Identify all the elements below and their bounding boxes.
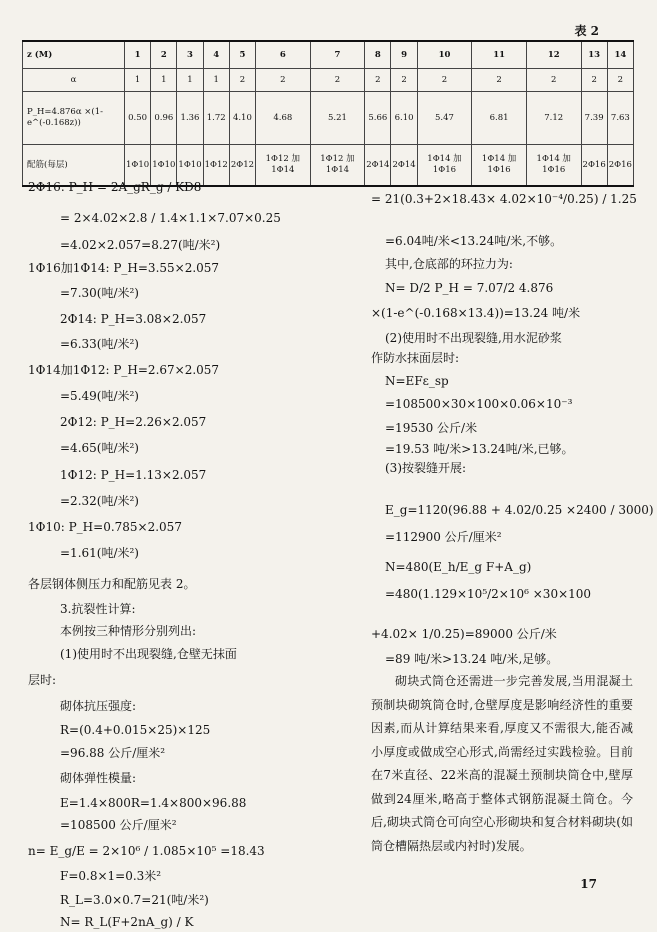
left-text-line: =2.32(吨/米²) — [60, 494, 139, 508]
table-cell: 2 — [256, 69, 311, 92]
right-text-line: N=480(E_h/E_g F+A_g) — [385, 560, 532, 574]
table-cell: 5.47 — [417, 92, 472, 145]
right-text-line: =480(1.129×10⁵/2×10⁶ ×30×100 — [385, 587, 592, 601]
table-cell: 2 — [229, 69, 255, 92]
left-text-line: 层时: — [28, 673, 57, 687]
right-text-line: = 21(0.3+2×18.43× 4.02×10⁻⁴/0.25) / 1.25 — [371, 192, 637, 206]
table-cell: 1Φ14 加1Φ16 — [472, 145, 527, 187]
left-text-line: E=1.4×800R=1.4×800×96.88 — [60, 796, 247, 810]
left-text-line: 3.抗裂性计算: — [60, 602, 136, 616]
table-cell: 4.10 — [229, 92, 255, 145]
left-text-line: =5.49(吨/米²) — [60, 389, 139, 403]
table-cell: 4 — [203, 41, 229, 69]
right-text-line: =89 吨/米>13.24 吨/米,足够。 — [385, 652, 559, 666]
table-cell: 1Φ12 加1Φ14 — [310, 145, 365, 187]
left-text-line: =4.02×2.057=8.27(吨/米²) — [60, 238, 221, 252]
left-text-line: 砌体抗压强度: — [60, 699, 137, 713]
table-cell: 2Φ14 — [365, 145, 391, 187]
left-text-line: = 2×4.02×2.8 / 1.4×1.1×7.07×0.25 — [60, 211, 281, 225]
right-text-line: +4.02× 1/0.25)=89000 公斤/米 — [371, 627, 557, 641]
table-cell: 7.39 — [581, 92, 607, 145]
right-text-line: ×(1-e^(-0.168×13.4))=13.24 吨/米 — [371, 306, 581, 320]
right-text-line: =19530 公斤/米 — [385, 421, 478, 435]
table-cell: 1Φ12 — [203, 145, 229, 187]
table-cell: 7.63 — [607, 92, 633, 145]
table-cell: 1Φ10 — [177, 145, 203, 187]
table-cell: 2Φ16 — [581, 145, 607, 187]
table-cell: 9 — [391, 41, 417, 69]
table-cell: 1Φ14 加1Φ16 — [526, 145, 581, 187]
table-cell: 3 — [177, 41, 203, 69]
left-text-line: =1.61(吨/米²) — [60, 546, 139, 560]
left-text-line: n= E_g/E = 2×10⁶ / 1.085×10⁵ =18.43 — [28, 844, 265, 858]
table-row-alpha — [23, 69, 634, 92]
table-row-pressure — [23, 92, 634, 145]
table-cell: 1 — [125, 41, 151, 69]
table-cell: 1.36 — [177, 92, 203, 145]
right-text-line: 作防水抹面层时: — [371, 351, 460, 365]
table-cell: 1Φ14 加1Φ16 — [417, 145, 472, 187]
table-cell: 1 — [177, 69, 203, 92]
page-number: 17 — [580, 877, 597, 891]
closing-paragraph: 砌块式筒仓还需进一步完善发展,当用混凝土预制块砌筑筒仓时,仓壁厚度是影响经济性的重要因素,而从计算结果来看,厚度又不需很大,能否减小厚度或做成空心形式,尚需经过实践检验。目前在7米直径、22米高的混凝土预制块筒仓中,壁厚做到24厘米,略高于整体式钢筋混凝土筒仓。今后,砌块式筒仓可向空心形砌块和复合材料砌块(如筒仓槽隔热层或内衬时)发展。 — [371, 674, 633, 853]
table-cell: 2 — [607, 69, 633, 92]
table-cell: 1Φ10 — [125, 145, 151, 187]
left-text-line: =108500 公斤/厘米² — [60, 818, 177, 832]
table-cell: 11 — [472, 41, 527, 69]
table-cell: 1Φ10 — [151, 145, 177, 187]
table-cell: 2Φ12 — [229, 145, 255, 187]
left-text-line: (1)使用时不出现裂缝,仓壁无抹面 — [60, 647, 237, 661]
table-cell: 2 — [526, 69, 581, 92]
row-label: α — [23, 69, 125, 92]
left-text-line: 1Φ10: P_H=0.785×2.057 — [28, 520, 182, 534]
table-cell: 1 — [151, 69, 177, 92]
table-cell: 13 — [581, 41, 607, 69]
right-text-line: E_g=1120(96.88 + 4.02/0.25 ×2400 / 3000) — [385, 503, 654, 517]
row-label: 配筋(每层) — [23, 145, 125, 187]
table-cell: 7.12 — [526, 92, 581, 145]
right-text-line: N= D/2 P_H = 7.07/2 4.876 — [385, 281, 554, 295]
left-text-line: 各层钢体侧压力和配筋见表 2。 — [28, 577, 196, 591]
table-cell: 6.81 — [472, 92, 527, 145]
table-cell: 14 — [607, 41, 633, 69]
table-cell: 6 — [256, 41, 311, 69]
left-text-line: 1Φ16加1Φ14: P_H=3.55×2.057 — [28, 261, 220, 275]
right-text-line: =6.04吨/米<13.24吨/米,不够。 — [385, 234, 563, 248]
left-text-line: =4.65(吨/米²) — [60, 441, 139, 455]
left-text-line: 2Φ14: P_H=3.08×2.057 — [60, 312, 207, 326]
table-caption: 表 2 — [574, 24, 599, 38]
table-cell: 1 — [125, 69, 151, 92]
table-cell: 1.72 — [203, 92, 229, 145]
table-cell: 1 — [203, 69, 229, 92]
row-label: z (M) — [23, 41, 125, 69]
table-cell: 2 — [151, 41, 177, 69]
row-label: P_H=4.876α ×(1-e^(-0.168z)) — [23, 92, 125, 145]
table-cell: 10 — [417, 41, 472, 69]
table-cell: 2Φ14 — [391, 145, 417, 187]
left-text-line: =6.33(吨/米²) — [60, 337, 139, 351]
right-text-line: N=EFε_sp — [385, 374, 449, 388]
left-text-line: 1Φ14加1Φ12: P_H=2.67×2.057 — [28, 363, 220, 377]
table-cell: 5 — [229, 41, 255, 69]
table-cell: 4.68 — [256, 92, 311, 145]
table-cell: 2 — [581, 69, 607, 92]
right-text-line: 其中,仓底部的环拉力为: — [385, 257, 513, 271]
right-text-line: (2)使用时不出现裂缝,用水泥砂浆 — [385, 331, 562, 345]
table-cell: 7 — [310, 41, 365, 69]
table-cell: 2Φ16 — [607, 145, 633, 187]
left-text-line: N= R_L(F+2nA_g) / K — [60, 915, 194, 929]
left-text-line: R_L=3.0×0.7=21(吨/米²) — [60, 893, 209, 907]
right-text-line: =112900 公斤/厘米² — [385, 530, 502, 544]
left-text-line: R=(0.4+0.015×25)×125 — [60, 723, 211, 737]
left-text-line: =96.88 公斤/厘米² — [60, 746, 166, 760]
table-row-z — [23, 41, 634, 69]
table-cell: 0.50 — [125, 92, 151, 145]
table-cell: 2 — [391, 69, 417, 92]
data-table — [22, 40, 634, 187]
table-cell: 2 — [310, 69, 365, 92]
left-text-line: F=0.8×1=0.3米² — [60, 869, 162, 883]
right-text-line: =19.53 吨/米>13.24吨/米,已够。 — [385, 442, 574, 456]
table-cell: 1Φ12 加1Φ14 — [256, 145, 311, 187]
left-text-line: =7.30(吨/米²) — [60, 286, 139, 300]
table-cell: 6.10 — [391, 92, 417, 145]
left-text-line: 1Φ12: P_H=1.13×2.057 — [60, 468, 207, 482]
table-cell: 2 — [365, 69, 391, 92]
left-text-line: 砌体弹性模量: — [60, 771, 137, 785]
table-cell: 5.66 — [365, 92, 391, 145]
table-cell: 12 — [526, 41, 581, 69]
table-cell: 2 — [417, 69, 472, 92]
right-text-line: (3)按裂缝开展: — [385, 461, 467, 475]
left-text-line: 2Φ12: P_H=2.26×2.057 — [60, 415, 207, 429]
table-cell: 2 — [472, 69, 527, 92]
left-text-line: 本例按三种情形分别列出: — [60, 624, 197, 638]
right-text-line: =108500×30×100×0.06×10⁻³ — [385, 397, 573, 411]
table-cell: 0.96 — [151, 92, 177, 145]
table-cell: 8 — [365, 41, 391, 69]
table-cell: 5.21 — [310, 92, 365, 145]
left-text-line: 2Φ16: P_H = 2A_gR_g / KD8 — [28, 180, 202, 194]
